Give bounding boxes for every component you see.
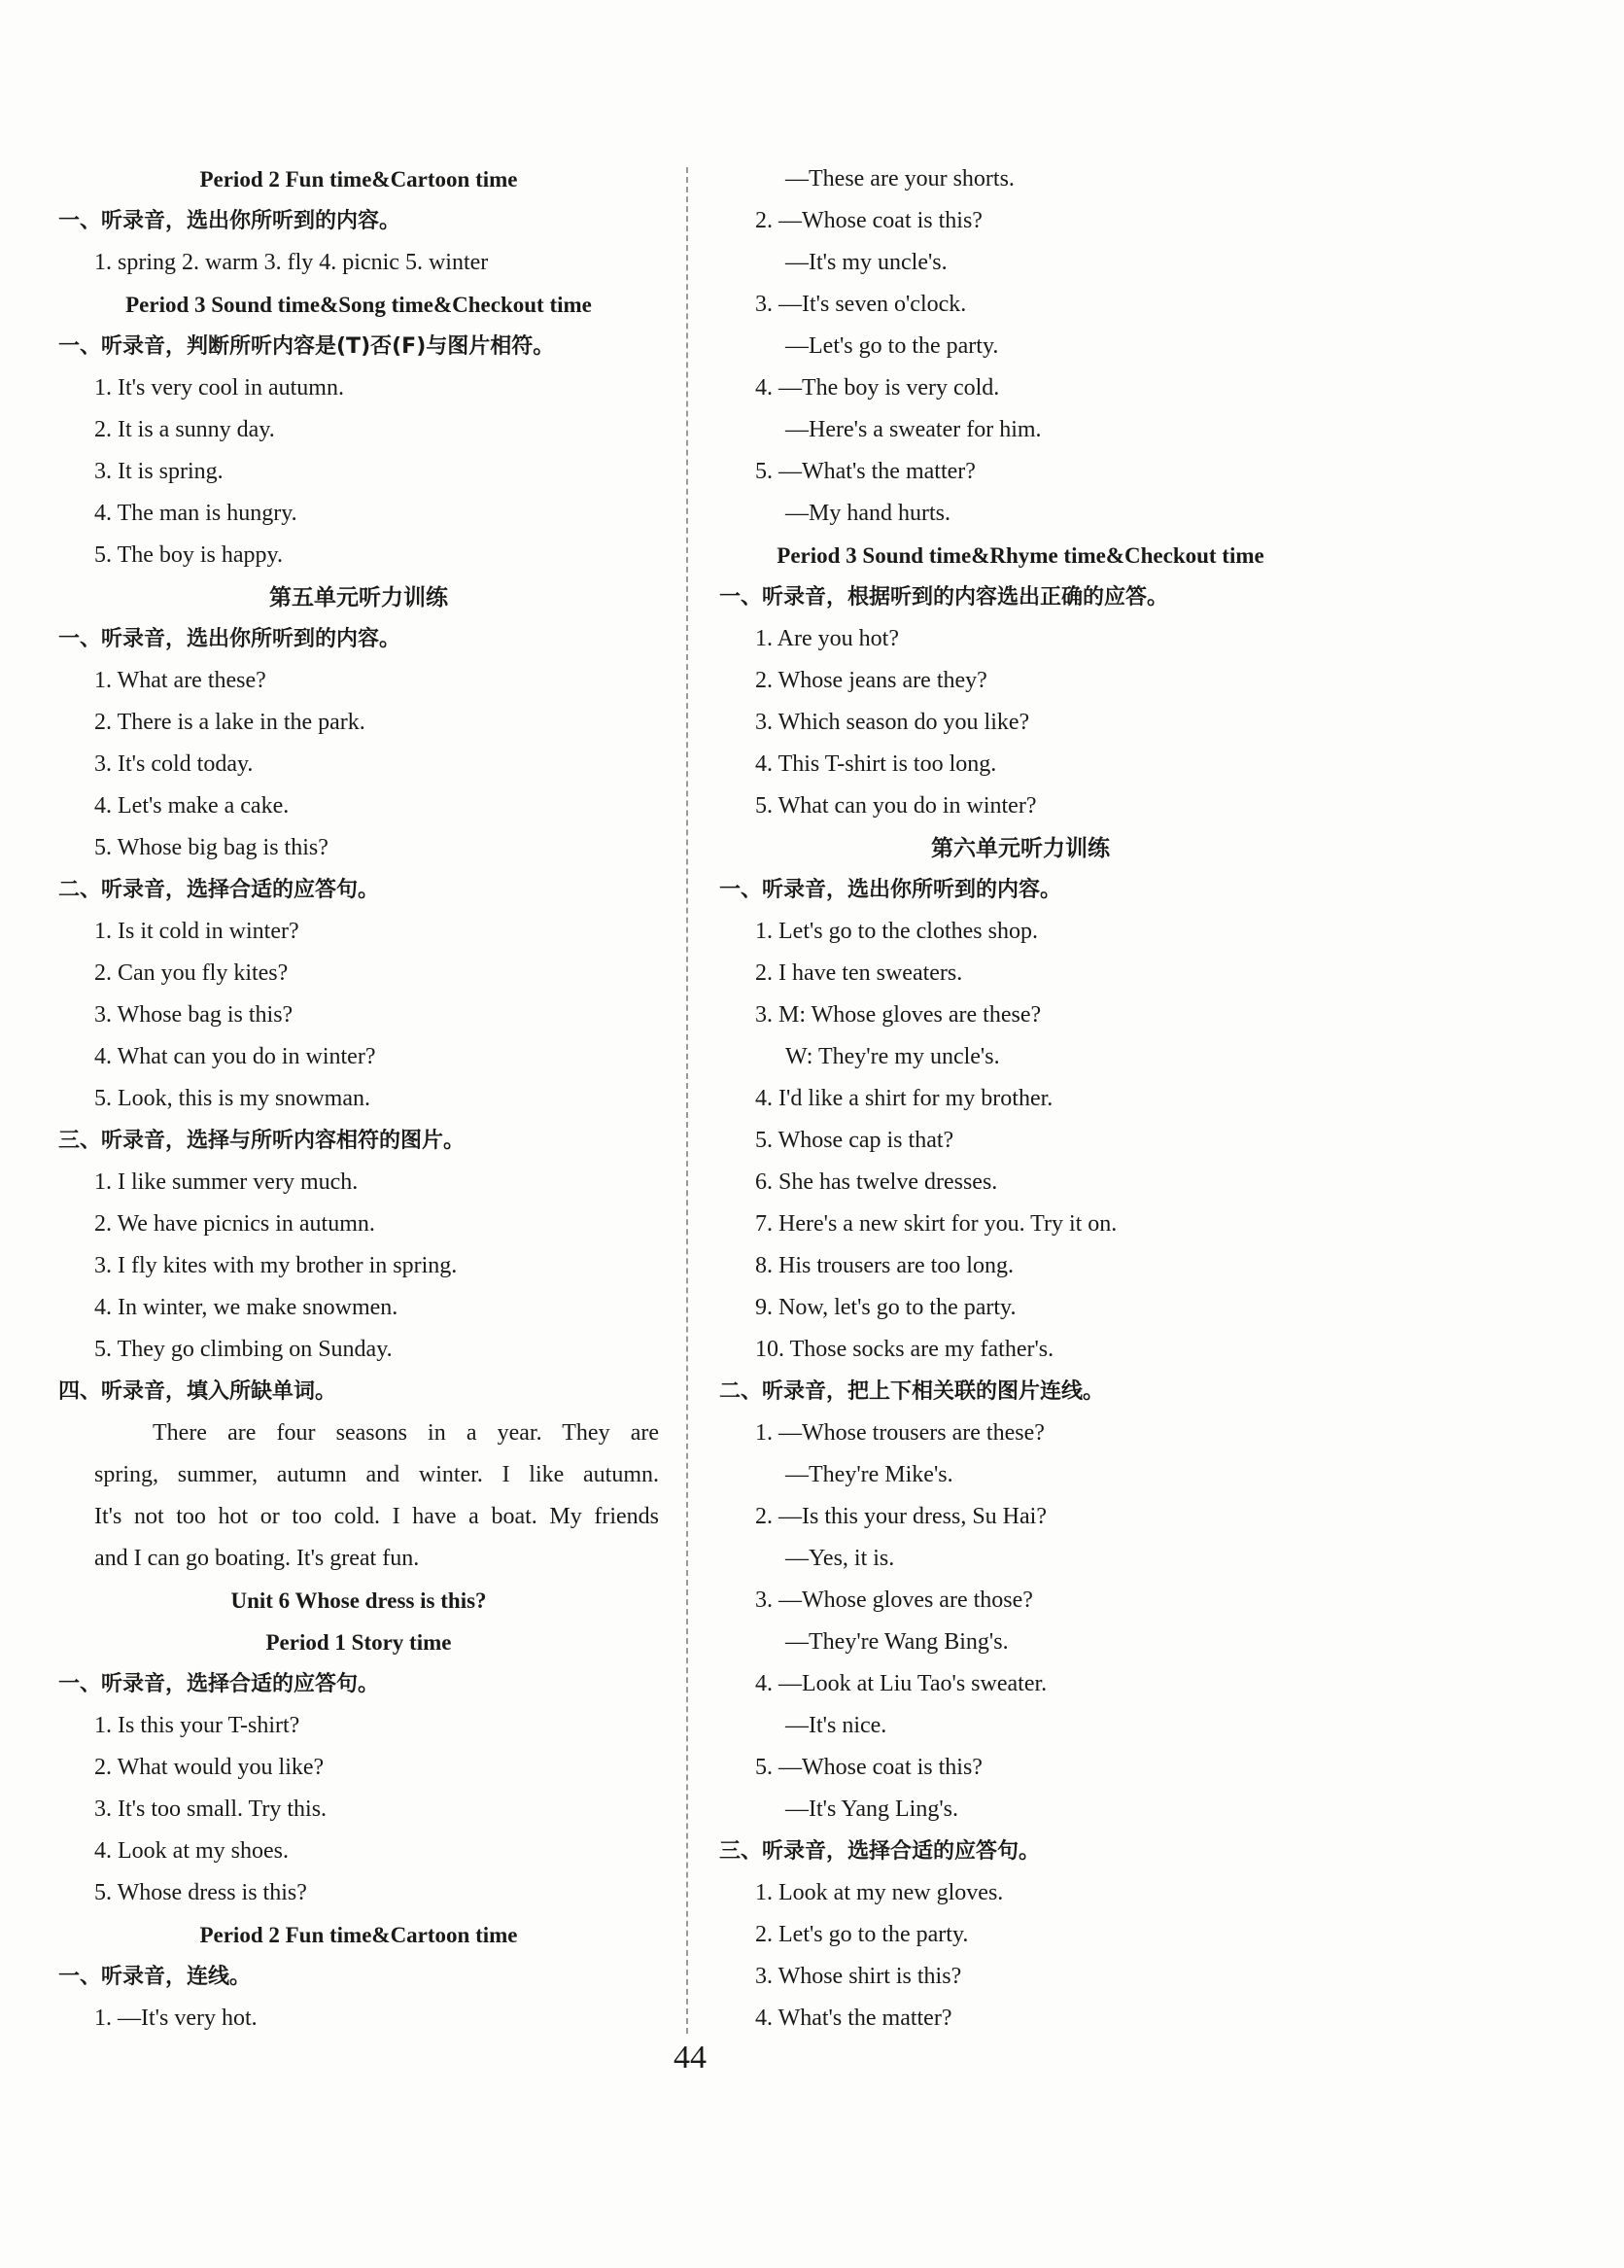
right-dialogue-line: —It's my uncle's. (785, 250, 948, 275)
left-exercise-item: 1. spring 2. warm 3. fly 4. picnic 5. winter (94, 250, 489, 275)
right-dialogue-line: —These are your shorts. (785, 166, 1015, 192)
left-section-heading: Period 2 Fun time&Cartoon time (199, 167, 518, 192)
right-exercise-instruction: 二、听录音，把上下相关联的图片连线。 (719, 1379, 1105, 1404)
left-exercise-item: 4. In winter, we make snowmen. (94, 1295, 398, 1320)
right-dialogue-line: —They're Mike's. (785, 1462, 953, 1487)
left-exercise-item: 3. It's cold today. (94, 751, 254, 777)
left-exercise-item: 5. The boy is happy. (94, 542, 283, 568)
right-exercise-item: 1. Are you hot? (755, 626, 899, 651)
left-exercise-instruction: 一、听录音，判断所听内容是(T)否(F)与图片相符。 (58, 334, 555, 359)
right-exercise-instruction: 一、听录音，根据听到的内容选出正确的应答。 (719, 585, 1169, 610)
right-exercise-item: 2. I have ten sweaters. (755, 960, 963, 986)
left-exercise-item: 4. The man is hungry. (94, 501, 297, 526)
right-exercise-item: 5. —What's the matter? (755, 459, 976, 484)
left-passage-line: There are four seasons in a year. They are (153, 1420, 659, 1446)
left-exercise-item: 4. What can you do in winter? (94, 1044, 376, 1069)
right-exercise-instruction: 一、听录音，选出你所听到的内容。 (719, 878, 1062, 902)
right-dialogue-line: —It's nice. (785, 1713, 887, 1738)
right-section-heading: Period 3 Sound time&Rhyme time&Checkout time (777, 543, 1264, 568)
right-exercise-item: 2. —Whose coat is this? (755, 208, 983, 233)
right-exercise-item: 1. —Whose trousers are these? (755, 1420, 1045, 1446)
left-exercise-instruction: 四、听录音，填入所缺单词。 (58, 1379, 337, 1404)
right-exercise-item: 2. Whose jeans are they? (755, 668, 987, 693)
right-exercise-item: 4. —The boy is very cold. (755, 375, 1000, 401)
right-exercise-item: 4. This T-shirt is too long. (755, 751, 997, 777)
left-exercise-instruction: 二、听录音，选择合适的应答句。 (58, 878, 380, 902)
left-exercise-item: 1. What are these? (94, 668, 266, 693)
left-exercise-item: 1. I like summer very much. (94, 1169, 359, 1195)
left-exercise-item: 5. Whose big bag is this? (94, 835, 328, 860)
left-exercise-instruction: 三、听录音，选择与所听内容相符的图片。 (58, 1129, 466, 1153)
right-dialogue-line: —It's Yang Ling's. (785, 1797, 959, 1822)
right-dialogue-line: —Let's go to the party. (785, 333, 999, 359)
right-dialogue-line: W: They're my uncle's. (785, 1044, 1000, 1069)
right-exercise-item: 1. Let's go to the clothes shop. (755, 919, 1038, 944)
right-exercise-item: 5. What can you do in winter? (755, 793, 1037, 819)
left-exercise-item: 1. Is it cold in winter? (94, 919, 299, 944)
right-dialogue-line: —They're Wang Bing's. (785, 1629, 1009, 1655)
left-exercise-item: 5. Whose dress is this? (94, 1880, 307, 1905)
left-exercise-item: 4. Let's make a cake. (94, 793, 290, 819)
right-exercise-item: 4. I'd like a shirt for my brother. (755, 1086, 1054, 1111)
right-exercise-item: 8. His trousers are too long. (755, 1253, 1014, 1278)
right-dialogue-line: —My hand hurts. (785, 501, 950, 526)
page-number: 44 (674, 2040, 707, 2076)
right-exercise-item: 3. —Whose gloves are those? (755, 1588, 1033, 1613)
left-exercise-item: 1. Is this your T-shirt? (94, 1713, 300, 1738)
left-exercise-item: 1. —It's very hot. (94, 2006, 258, 2031)
right-exercise-item: 7. Here's a new skirt for you. Try it on. (755, 1211, 1118, 1237)
left-exercise-instruction: 一、听录音，连线。 (58, 1965, 252, 1989)
left-exercise-instruction: 一、听录音，选出你所听到的内容。 (58, 627, 401, 651)
right-column (719, 158, 1322, 2040)
left-exercise-item: 2. What would you like? (94, 1755, 325, 1780)
right-exercise-item: 4. What's the matter? (755, 2006, 952, 2031)
left-exercise-item: 5. They go climbing on Sunday. (94, 1337, 393, 1362)
left-exercise-item: 3. It's too small. Try this. (94, 1797, 328, 1822)
left-exercise-item: 2. Can you fly kites? (94, 960, 289, 986)
right-exercise-item: 2. —Is this your dress, Su Hai? (755, 1504, 1047, 1529)
left-exercise-instruction: 一、听录音，选出你所听到的内容。 (58, 209, 401, 233)
left-section-heading: Period 3 Sound time&Song time&Checkout time (125, 293, 592, 317)
left-exercise-item: 2. We have picnics in autumn. (94, 1211, 375, 1237)
left-section-heading: Period 1 Story time (265, 1630, 452, 1655)
right-exercise-item: 3. Whose shirt is this? (755, 1964, 962, 1989)
left-passage-line: It's not too hot or too cold. I have a boat. My friends (94, 1504, 659, 1529)
left-column (58, 158, 659, 2040)
left-exercise-item: 5. Look, this is my snowman. (94, 1086, 371, 1111)
right-section-heading: 第六单元听力训练 (931, 836, 1110, 860)
left-exercise-item: 1. It's very cool in autumn. (94, 375, 344, 401)
right-exercise-item: 10. Those socks are my father's. (755, 1337, 1054, 1362)
right-exercise-item: 1. Look at my new gloves. (755, 1880, 1004, 1905)
right-exercise-item: 6. She has twelve dresses. (755, 1169, 998, 1195)
right-exercise-item: 3. M: Whose gloves are these? (755, 1002, 1042, 1028)
right-exercise-item: 5. —Whose coat is this? (755, 1755, 983, 1780)
left-section-heading: Period 2 Fun time&Cartoon time (199, 1923, 518, 1947)
left-passage-line: and I can go boating. It's great fun. (94, 1546, 420, 1571)
right-exercise-item: 4. —Look at Liu Tao's sweater. (755, 1671, 1048, 1696)
left-exercise-item: 3. I fly kites with my brother in spring. (94, 1253, 458, 1278)
right-exercise-item: 5. Whose cap is that? (755, 1128, 954, 1153)
right-exercise-item: 3. Which season do you like? (755, 710, 1030, 735)
left-exercise-item: 4. Look at my shoes. (94, 1838, 289, 1864)
right-exercise-item: 9. Now, let's go to the party. (755, 1295, 1017, 1320)
left-exercise-item: 3. Whose bag is this? (94, 1002, 294, 1028)
left-exercise-item: 3. It is spring. (94, 459, 224, 484)
right-exercise-instruction: 三、听录音，选择合适的应答句。 (719, 1839, 1041, 1864)
right-dialogue-line: —Here's a sweater for him. (785, 417, 1042, 442)
right-exercise-item: 3. —It's seven o'clock. (755, 292, 967, 317)
column-divider (686, 167, 688, 2034)
left-exercise-instruction: 一、听录音，选择合适的应答句。 (58, 1672, 380, 1696)
left-passage-line: spring, summer, autumn and winter. I like autumn. (94, 1462, 659, 1487)
left-exercise-item: 2. It is a sunny day. (94, 417, 275, 442)
left-exercise-item: 2. There is a lake in the park. (94, 710, 365, 735)
left-section-heading: 第五单元听力训练 (269, 585, 448, 610)
right-exercise-item: 2. Let's go to the party. (755, 1922, 969, 1947)
left-section-heading: Unit 6 Whose dress is this? (230, 1588, 487, 1613)
right-dialogue-line: —Yes, it is. (785, 1546, 895, 1571)
